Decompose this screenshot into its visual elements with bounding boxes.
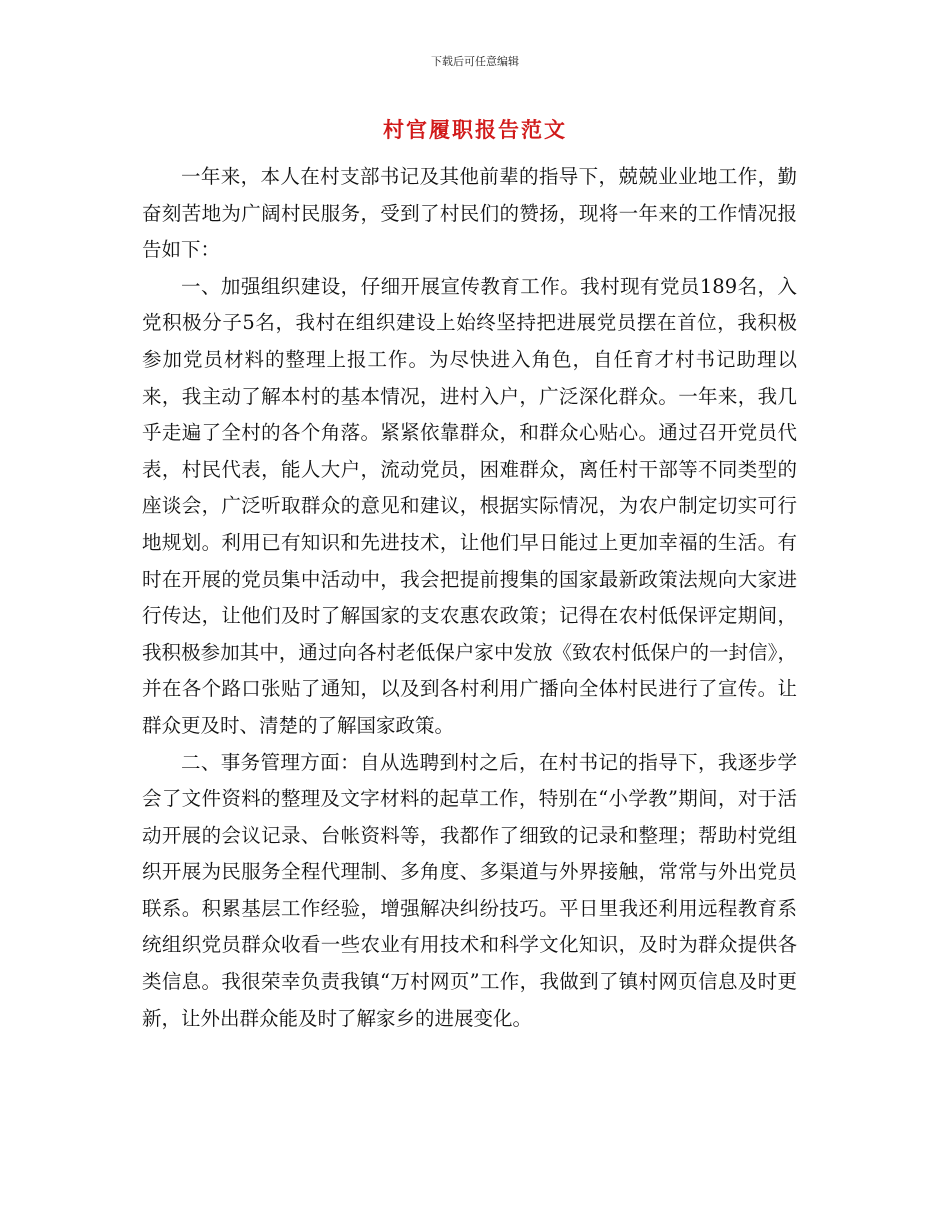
document-body	[142, 159, 797, 1037]
paragraph-intro: 一年来，本人在村支部书记及其他前辈的指导下，兢兢业业地工作，勤奋刻苦地为广阔村民服务，受到了村民们的赞扬，现将一年来的工作情况报告如下：	[142, 165, 797, 262]
document-title: 村官履职报告范文	[383, 117, 567, 142]
paragraph-organization: 一、加强组织建设，仔细开展宣传教育工作。我村现有党员189名，入党积极分子5名，我村在组织建设上始终坚持把进展党员摆在首位，我积极参加党员材料的整理上报工作。为尽快进入角色，自任育才村书记助理以来，我主动了解本村的基本情况，进村入户，广泛深化群众。一年来，我几乎走遍了全村的各个角落。紧紧依靠群众，和群众心贴心。通过召开党员代表，村民代表，能人大户，流动党员，困难群众，离任村干部等不同类型的座谈会，广泛听取群众的意见和建议，根据实际情况，为农户制定切实可行地规划。利用已有知识和先进技术，让他们早日能过上更加幸福的生活。有时在开展的党员集中活动中，我会把提前搜集的国家最新政策法规向大家进行传达，让他们及时了解国家的支农惠农政策；记得在农村低保评定期间，我积极参加其中，通过向各村老低保户家中发放《致农村低保户的一封信》，并在各个路口张贴了通知，以及到各村利用广播向全体村民进行了宣传。让群众更及时、清楚的了解国家政策。	[142, 274, 797, 737]
paragraph-affairs: 二、事务管理方面：自从选聘到村之后，在村书记的指导下，我逐步学会了文件资料的整理及文字材料的起草工作，特别在“小学教”期间，对于活动开展的会议记录、台帐资料等，我都作了细致的记录和整理；帮助村党组织开展为民服务全程代理制、多角度、多渠道与外界接触，常常与外出党员联系。积累基层工作经验，增强解决纠纷技巧。平日里我还利用远程教育系统组织党员群众收看一些农业有用技术和科学文化知识，及时为群众提供各类信息。我很荣幸负责我镇“万村网页”工作，我做到了镇村网页信息及时更新，让外出群众能及时了解家乡的进展变化。	[142, 750, 797, 1030]
header-note: 下载后可任意编辑	[431, 55, 519, 68]
